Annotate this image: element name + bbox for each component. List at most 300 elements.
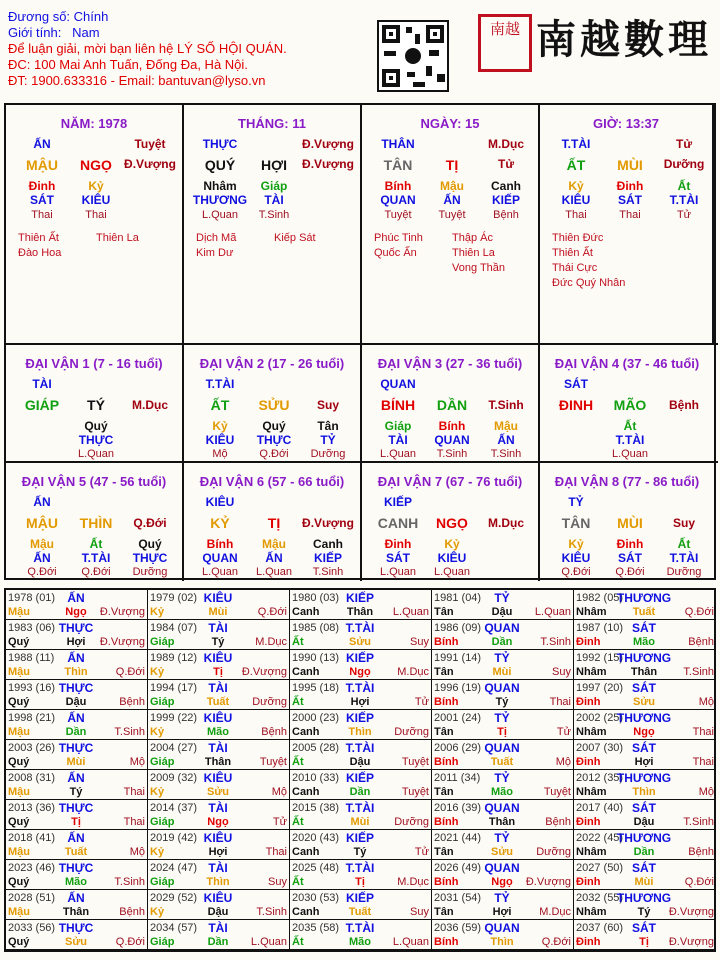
year-than: TỶ (494, 891, 510, 905)
year-can: Mậu (8, 786, 30, 798)
year-label: 2006 (29) (434, 742, 482, 754)
year-cell (574, 740, 716, 770)
tang-cs: Thai (31, 209, 53, 221)
tang-can: Kỷ (88, 179, 104, 193)
year-label: 2024 (47) (150, 862, 198, 874)
than-sat-star: Dịch Mã (196, 232, 237, 244)
year-than: T.TÀI (345, 681, 375, 695)
year-can: Đinh (576, 876, 601, 888)
year-cs: Bệnh (545, 816, 571, 828)
tang-than: THỰC (78, 433, 114, 447)
tang-cs: Tuyệt (384, 209, 412, 221)
year-label: 1989 (12) (150, 652, 198, 664)
year-cs: Mộ (698, 696, 714, 708)
dai-van-than: TÀI (32, 377, 52, 391)
year-chi: Tuất (64, 846, 88, 858)
year-chi: Dậu (491, 606, 513, 618)
year-can: Bính (434, 936, 459, 948)
year-can: Tân (434, 846, 454, 858)
year-cs: M.Dục (397, 666, 429, 678)
year-label: 1988 (11) (8, 652, 55, 664)
year-cs: Thai (549, 696, 571, 708)
tang-can: Đinh (616, 537, 644, 551)
tang-cs: L.Quan (201, 209, 239, 221)
tang-can: Canh (313, 537, 343, 551)
dai-van-chi: MÃO (613, 397, 647, 413)
gioi-tinh-value: Nam (72, 25, 100, 40)
year-cell (148, 710, 290, 740)
year-can: Nhâm (576, 906, 607, 918)
year-chi: Sửu (64, 936, 88, 948)
year-chi: Mão (491, 786, 513, 798)
year-than: QUAN (484, 741, 520, 755)
year-label: 1985 (08) (292, 622, 340, 634)
year-cs: T.Sinh (683, 666, 714, 678)
dai-van-than: SÁT (564, 377, 588, 391)
year-label: 2003 (26) (8, 742, 56, 754)
year-cell (6, 590, 148, 620)
year-can: Nhâm (576, 786, 607, 798)
thap-than-cs: Đ.Vượng (302, 137, 354, 151)
year-chi: Dậu (207, 906, 229, 918)
year-label: 2004 (27) (150, 742, 198, 754)
year-than: KIẾP (345, 891, 375, 905)
year-can: Nhâm (576, 606, 607, 618)
than-sat-star: Đào Hoa (18, 247, 62, 259)
year-label: 1992 (15) (576, 652, 624, 664)
dai-van-title: ĐẠI VẬN 8 (77 - 86 tuổi) (554, 474, 700, 489)
year-cs: Dưỡng (252, 696, 287, 708)
tang-can: Mậu (30, 537, 54, 551)
year-cs: Mộ (555, 756, 571, 768)
dai-van-can: ĐINH (558, 397, 594, 413)
tang-than: KIÊU (205, 433, 235, 447)
tang-cs: Q.Đới (561, 566, 591, 578)
dai-van-title: ĐẠI VẬN 6 (57 - 66 tuổi) (199, 474, 345, 489)
year-cs: Tuyệt (401, 756, 429, 768)
year-cs: Bệnh (261, 726, 287, 738)
year-chi: Tý (495, 696, 509, 708)
year-cs: Q.Đới (684, 876, 714, 888)
tang-than: QUAN (434, 433, 470, 447)
thap-than-cs: Tử (675, 137, 693, 151)
duong-so-row (8, 9, 408, 25)
year-label: 2029 (52) (150, 892, 198, 904)
thien-can: ẤT (566, 157, 586, 173)
year-chi: Dần (491, 636, 513, 648)
year-than: TÀI (208, 921, 228, 935)
tang-than: T.TÀI (81, 551, 111, 565)
than-sat-star: Quốc Ấn (374, 247, 417, 259)
dai-van-than: KIÊU (205, 495, 235, 509)
year-than: TÀI (208, 801, 228, 815)
tang-than: ẤN (265, 551, 283, 565)
tang-can: Mậu (440, 179, 464, 193)
year-can: Ất (292, 876, 304, 888)
year-can: Ất (292, 696, 304, 708)
year-cs: Dưỡng (394, 726, 429, 738)
tang-can: Kỷ (568, 537, 584, 551)
year-cs: Đ.Vượng (241, 666, 287, 678)
year-cell (148, 860, 290, 890)
year-cell (290, 920, 432, 950)
year-can: Canh (292, 786, 320, 798)
year-than: T.TÀI (345, 741, 375, 755)
tang-than: THỰC (256, 433, 292, 447)
year-chi: Thân (62, 906, 90, 918)
year-cs: Q.Đới (115, 666, 145, 678)
year-than: KIÊU (203, 591, 233, 605)
year-cell (6, 920, 148, 950)
year-cs: L.Quan (250, 936, 287, 948)
year-than: THỰC (58, 861, 94, 875)
dia-chi: TỊ (445, 157, 459, 173)
qr-code-icon (377, 20, 449, 92)
year-cell (432, 800, 574, 830)
than-sat-star: Thiên Đức (552, 232, 604, 244)
year-can: Giáp (150, 816, 175, 828)
year-than: ẤN (67, 831, 85, 845)
year-chi: Ngọ (207, 816, 229, 828)
year-than: ẤN (67, 591, 85, 605)
year-cell (432, 590, 574, 620)
year-than: T.TÀI (345, 921, 375, 935)
year-label: 1994 (17) (150, 682, 198, 694)
tang-cs: Tuyệt (438, 209, 466, 221)
year-chi: Hợi (350, 696, 370, 708)
year-than: THỰC (58, 621, 94, 635)
year-label: 2001 (24) (434, 712, 482, 724)
year-than: TÀI (208, 861, 228, 875)
tang-can: Ất (89, 537, 103, 551)
than-sat-star: Thiên La (452, 247, 495, 259)
year-chi: Dậu (65, 696, 87, 708)
year-cs: Q.Đới (257, 606, 287, 618)
year-label: 2026 (49) (434, 862, 482, 874)
year-than: KIẾP (345, 771, 375, 785)
dai-van-than: QUAN (380, 377, 416, 391)
year-cell (574, 830, 716, 860)
year-cell (6, 800, 148, 830)
year-than: THƯƠNG (616, 891, 672, 905)
year-can: Tân (434, 666, 454, 678)
year-chi: Dần (65, 726, 87, 738)
year-cell (148, 800, 290, 830)
dai-van-cs: M.Dục (132, 398, 168, 412)
tang-than: SÁT (618, 551, 642, 565)
year-cs: T.Sinh (114, 726, 145, 738)
logo-calligraphy: 南越數理 (536, 16, 712, 63)
tang-than: ẤN (497, 433, 515, 447)
year-cs: Mộ (129, 846, 145, 858)
year-cs: T.Sinh (683, 816, 714, 828)
year-cell (574, 650, 716, 680)
year-cell (432, 920, 574, 950)
year-chi: Dậu (349, 756, 371, 768)
year-can: Bính (434, 876, 459, 888)
year-can: Ất (292, 816, 304, 828)
year-label: 2030 (53) (292, 892, 340, 904)
year-cs: Tuyệt (401, 786, 429, 798)
year-label: 1996 (19) (434, 682, 482, 694)
year-chi: Tị (213, 666, 223, 678)
year-cell (6, 650, 148, 680)
pillar-4 (540, 105, 714, 343)
year-can: Kỷ (150, 906, 165, 918)
year-than: THỰC (58, 921, 94, 935)
tang-than: SÁT (30, 193, 54, 207)
year-than: THƯƠNG (616, 831, 672, 845)
year-label: 2013 (36) (8, 802, 56, 814)
tang-can: Mậu (262, 537, 286, 551)
year-cell (574, 590, 716, 620)
year-chi: Tuất (632, 606, 656, 618)
year-chi: Ngọ (633, 726, 655, 738)
year-cell (290, 890, 432, 920)
year-than: ẤN (67, 711, 85, 725)
year-can: Quý (8, 816, 30, 828)
year-than: TỶ (494, 711, 510, 725)
year-chi: Hợi (634, 756, 654, 768)
tang-can: Đinh (616, 179, 644, 193)
year-cs: Q.Đới (541, 936, 571, 948)
dai-van-title: ĐẠI VẬN 4 (37 - 46 tuổi) (554, 356, 700, 371)
year-than: TỶ (494, 591, 510, 605)
year-can: Tân (434, 726, 454, 738)
dai-van-chi: NGỌ (436, 515, 468, 531)
tang-cs: Tử (676, 209, 692, 221)
truong-sinh: Tử (497, 157, 515, 171)
year-can: Mậu (8, 906, 30, 918)
tang-can: Kỷ (444, 537, 460, 551)
tang-than: SÁT (386, 551, 410, 565)
pillar-1 (6, 105, 184, 343)
year-can: Mậu (8, 726, 30, 738)
dai-van-cs: Đ.Vượng (302, 516, 354, 530)
year-cell (574, 620, 716, 650)
year-cell (290, 830, 432, 860)
year-than: QUAN (484, 861, 520, 875)
year-label: 1991 (14) (434, 652, 482, 664)
year-than: SÁT (632, 741, 656, 755)
dai-van-8 (540, 463, 714, 581)
year-chi: Mão (65, 876, 87, 888)
tang-cs: Q.Đới (259, 448, 289, 460)
dai-van-1 (6, 345, 184, 463)
tang-than: TÀI (264, 193, 284, 207)
year-label: 2034 (57) (150, 922, 198, 934)
year-cs: Tử (414, 696, 429, 708)
year-cell (290, 680, 432, 710)
year-chi: Thìn (206, 876, 230, 888)
tang-than: TỶ (320, 433, 336, 447)
year-chi: Tuất (490, 756, 514, 768)
tang-can: Giáp (260, 179, 288, 193)
tang-can: Ất (677, 179, 691, 193)
tang-cs: L.Quan (433, 566, 471, 578)
year-label: 2032 (55) (576, 892, 624, 904)
year-chi: Mùi (66, 756, 86, 768)
year-than: T.TÀI (345, 861, 375, 875)
pillar-title: NĂM: 1978 (60, 116, 128, 131)
year-label: 1980 (03) (292, 592, 340, 604)
year-cs: Dưỡng (536, 846, 571, 858)
pillar-title: THÁNG: 11 (238, 116, 306, 131)
year-label: 2019 (42) (150, 832, 198, 844)
tang-than: THƯƠNG (192, 193, 248, 207)
year-chi: Thân (204, 756, 232, 768)
year-label: 2017 (40) (576, 802, 624, 814)
year-cs: Tử (556, 726, 571, 738)
year-cs: Đ.Vượng (99, 606, 145, 618)
year-than: SÁT (632, 621, 656, 635)
year-cell (574, 710, 716, 740)
tang-can: Bính (438, 419, 466, 433)
year-chi: Sửu (348, 636, 372, 648)
than-sat-star: Vong Thần (452, 262, 506, 274)
tang-cs: T.Sinh (490, 448, 522, 460)
tang-cs: Q.Đới (27, 566, 57, 578)
tang-cs: T.Sinh (436, 448, 468, 460)
truong-sinh: Đ.Vượng (302, 157, 354, 171)
year-can: Giáp (150, 876, 175, 888)
year-chi: Ngọ (491, 876, 513, 888)
year-label: 1993 (16) (8, 682, 56, 694)
year-chi: Dần (349, 786, 371, 798)
dai-van-can: KỶ (210, 515, 230, 531)
year-cell (148, 920, 290, 950)
dai-van-chi: TÝ (87, 397, 105, 413)
tang-cs: Dưỡng (310, 448, 346, 460)
year-cell (290, 770, 432, 800)
year-label: 1981 (04) (434, 592, 482, 604)
dai-van-title: ĐẠI VẬN 5 (47 - 56 tuổi) (21, 474, 167, 489)
year-can: Canh (292, 726, 320, 738)
year-than: TỶ (494, 771, 510, 785)
thap-than-label: THÂN (381, 137, 415, 151)
duong-so-value: Chính (73, 9, 109, 24)
dai-van-2 (184, 345, 362, 463)
year-cell (290, 800, 432, 830)
tang-than: KIÊU (561, 193, 591, 207)
year-cs: Đ.Vượng (668, 906, 714, 918)
year-than: THƯƠNG (616, 651, 672, 665)
dia-chi: NGỌ (80, 157, 112, 173)
annual-luck-table (4, 588, 716, 952)
year-than: THỰC (58, 681, 94, 695)
year-cs: Thai (123, 786, 145, 798)
year-label: 1990 (13) (292, 652, 340, 664)
year-cs: Suy (552, 666, 571, 678)
tang-than: KIẾP (491, 193, 521, 207)
year-cell (432, 860, 574, 890)
year-cs: Q.Đới (115, 936, 145, 948)
year-cell (290, 860, 432, 890)
year-can: Đinh (576, 636, 601, 648)
year-label: 2025 (48) (292, 862, 340, 874)
year-than: TÀI (208, 681, 228, 695)
year-cs: Thai (123, 816, 145, 828)
year-cell (432, 680, 574, 710)
year-cs: Tử (414, 846, 429, 858)
thien-can: QUÝ (204, 157, 236, 173)
tang-cs: Dưỡng (666, 566, 702, 578)
year-than: KIẾP (345, 651, 375, 665)
dai-van-4 (540, 345, 714, 463)
year-than: QUAN (484, 681, 520, 695)
tang-can: Đinh (28, 179, 56, 193)
tang-cs: Dưỡng (132, 566, 168, 578)
year-label: 2000 (23) (292, 712, 340, 724)
dai-van-chi: TỊ (267, 515, 281, 531)
dai-van-chi: DẦN (436, 397, 468, 413)
year-chi: Hợi (492, 906, 512, 918)
year-cell (148, 620, 290, 650)
year-can: Kỷ (150, 786, 165, 798)
dai-van-cs: Bệnh (669, 398, 699, 412)
year-than: ẤN (67, 891, 85, 905)
year-chi: Dần (633, 846, 655, 858)
year-label: 2008 (31) (8, 772, 56, 784)
year-cell (574, 770, 716, 800)
year-label: 2037 (60) (576, 922, 624, 934)
year-cs: T.Sinh (256, 906, 287, 918)
tang-than: KIÊU (437, 551, 467, 565)
than-sat-star: Đức Quý Nhân (552, 277, 626, 289)
tang-cs: Thai (85, 209, 107, 221)
year-chi: Mùi (350, 816, 370, 828)
tang-than: KIÊU (561, 551, 591, 565)
tang-can: Bính (384, 179, 412, 193)
dai-van-can: ẤT (210, 397, 230, 413)
year-can: Kỷ (150, 666, 165, 678)
year-cell (574, 860, 716, 890)
tang-than: QUAN (202, 551, 238, 565)
year-cell (290, 650, 432, 680)
than-sat-star: Thiên Ất (18, 232, 59, 244)
tang-can: Nhâm (203, 179, 237, 193)
tang-can: Giáp (384, 419, 412, 433)
dai-van-than: T.TÀI (205, 377, 235, 391)
year-can: Ất (292, 936, 304, 948)
year-cell (6, 830, 148, 860)
year-chi: Sửu (632, 696, 656, 708)
year-cs: Mộ (698, 786, 714, 798)
year-can: Canh (292, 666, 320, 678)
year-cs: Đ.Vượng (99, 636, 145, 648)
year-label: 2035 (58) (292, 922, 340, 934)
thap-than-label: THỰC (202, 137, 238, 151)
year-can: Nhâm (576, 846, 607, 858)
year-can: Ất (292, 756, 304, 768)
dai-van-7 (362, 463, 540, 581)
thien-can: TÂN (383, 157, 413, 173)
tang-than: T.TÀI (615, 433, 645, 447)
year-cs: Thai (692, 756, 714, 768)
year-chi: Hợi (208, 846, 228, 858)
truong-sinh: Đ.Vượng (124, 157, 176, 171)
year-chi: Dần (207, 936, 229, 948)
year-cs: Bệnh (688, 846, 714, 858)
year-can: Quý (8, 936, 30, 948)
year-cell (148, 590, 290, 620)
tang-cs: T.Sinh (312, 566, 344, 578)
truong-sinh: Dưỡng (663, 157, 705, 171)
tang-cs: L.Quan (77, 448, 115, 460)
year-chi: Ngọ (65, 606, 87, 618)
dai-van-chi: THÌN (79, 515, 113, 531)
year-chi: Sửu (206, 786, 230, 798)
